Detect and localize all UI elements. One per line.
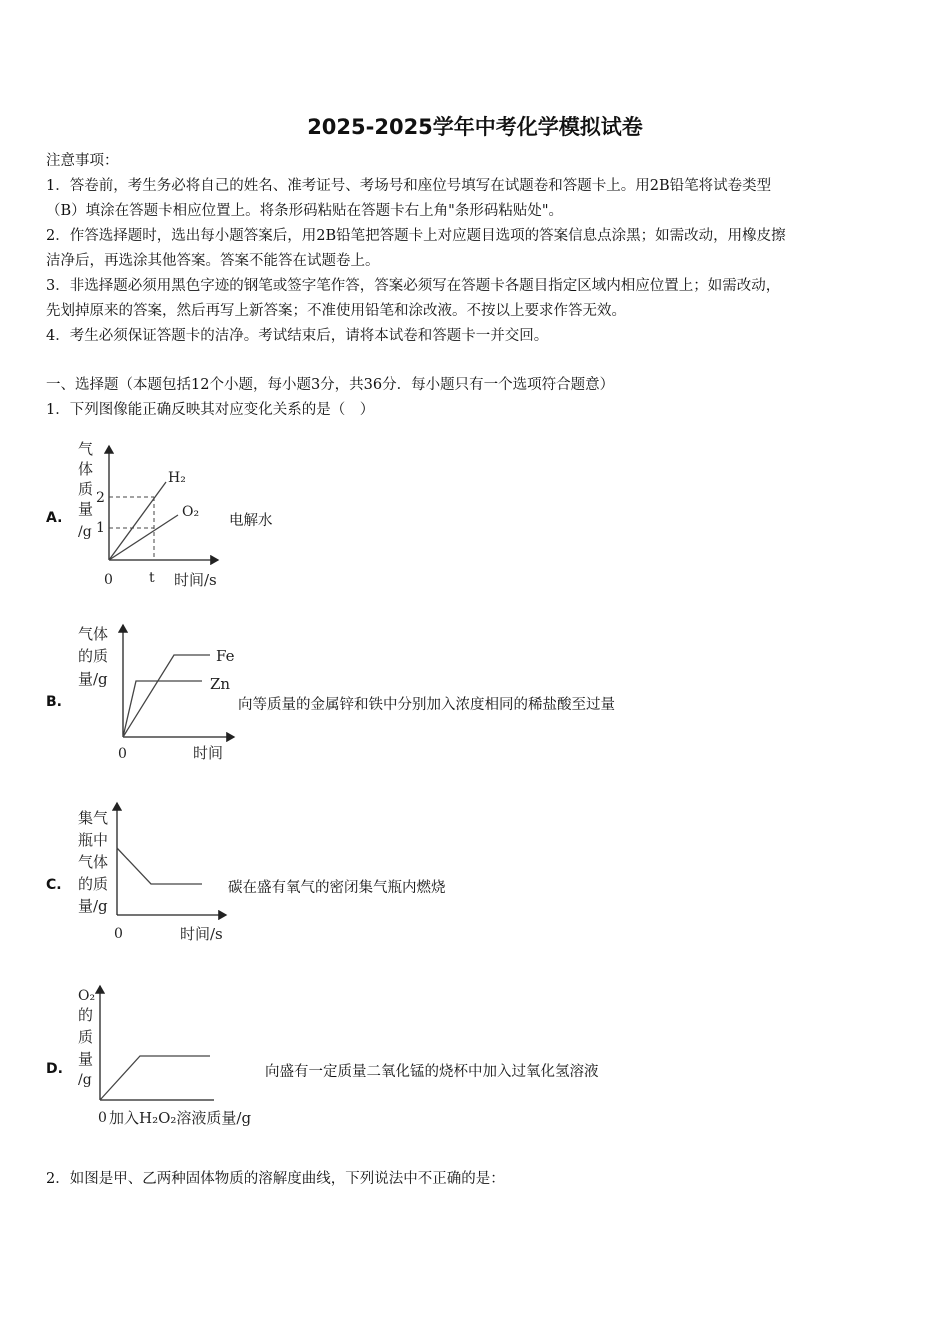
series-fe-line bbox=[123, 655, 210, 737]
graph-a bbox=[70, 432, 230, 592]
question-1-stem: 1．下列图像能正确反映其对应变化关系的是（ ） bbox=[46, 402, 375, 418]
graph-b bbox=[70, 615, 240, 770]
notice-line-6: 先划掉原来的答案，然后再写上新答案；不准使用铅笔和涂改液。不按以上要求作答无效。 bbox=[46, 303, 626, 319]
series-h2-label: H₂ bbox=[168, 470, 186, 486]
y-label-5: 量/g bbox=[78, 897, 108, 915]
notice-line-1: 1．答卷前，考生务必将自己的姓名、准考证号、考场号和座位号填写在试题卷和答题卡上。用2B铅笔将试卷类型 bbox=[46, 178, 772, 194]
x-label: 时间 bbox=[193, 744, 224, 762]
notice-line-3: 2．作答选择题时，选出每小题答案后，用2B铅笔把答题卡上对应题目选项的答案信息点涂黑；如需改动，用橡皮擦 bbox=[46, 228, 786, 244]
y-label-2: 瓶中 bbox=[78, 831, 109, 849]
graph-d bbox=[70, 980, 270, 1135]
page-title: 2025-2025学年中考化学模拟试卷 bbox=[307, 115, 643, 139]
y-label-5: /g bbox=[78, 1072, 92, 1088]
section-heading: 一、选择题（本题包括12个小题，每小题3分，共36分．每小题只有一个选项符合题意） bbox=[46, 377, 615, 393]
origin-label: 0 bbox=[114, 926, 123, 942]
question-2-stem: 2．如图是甲、乙两种固体物质的溶解度曲线，下列说法中不正确的是： bbox=[46, 1171, 505, 1187]
y-tick-2: 2 bbox=[96, 490, 105, 506]
x-label: 时间/s bbox=[174, 571, 217, 589]
series-line bbox=[100, 1056, 210, 1100]
notice-line-4: 洁净后，再选涂其他答案。答案不能答在试题卷上。 bbox=[46, 253, 380, 269]
series-line bbox=[117, 848, 202, 884]
notice-line-7: 4．考生必须保证答题卡的洁净。考试结束后，请将本试卷和答题卡一并交回。 bbox=[46, 328, 549, 344]
series-o2-line bbox=[109, 515, 178, 560]
option-d-desc: 向盛有一定质量二氧化锰的烧杯中加入过氧化氢溶液 bbox=[265, 1064, 599, 1080]
series-fe-label: Fe bbox=[216, 647, 235, 665]
y-label-5: /g bbox=[78, 524, 92, 540]
y-label-1: 气体 bbox=[78, 625, 109, 643]
series-zn-line bbox=[123, 681, 202, 737]
option-a-letter: A. bbox=[46, 510, 63, 526]
option-b-desc: 向等质量的金属锌和铁中分别加入浓度相同的稀盐酸至过量 bbox=[238, 697, 615, 713]
x-label: 加入H₂O₂溶液质量/g bbox=[109, 1109, 252, 1127]
y-label-4: 量 bbox=[78, 500, 94, 518]
option-b-letter: B. bbox=[46, 694, 62, 710]
graph-c bbox=[70, 795, 240, 950]
y-label-4: 量 bbox=[78, 1050, 94, 1068]
option-d-letter: D. bbox=[46, 1061, 63, 1077]
y-label-2: 的质 bbox=[78, 647, 109, 665]
origin-label: 0 bbox=[98, 1110, 107, 1126]
origin-label: 0 bbox=[118, 746, 127, 762]
notice-line-2: （B）填涂在答题卡相应位置上。将条形码粘贴在答题卡右上角"条形码粘贴处"。 bbox=[46, 203, 563, 219]
y-tick-1: 1 bbox=[96, 520, 105, 536]
notice-heading: 注意事项： bbox=[46, 153, 119, 169]
y-label-1: O₂ bbox=[78, 988, 96, 1004]
y-label-3: 量/g bbox=[78, 670, 108, 688]
y-label-1: 气 bbox=[78, 440, 94, 458]
y-label-4: 的质 bbox=[78, 875, 109, 893]
option-a-desc: 电解水 bbox=[229, 513, 273, 529]
option-c-desc: 碳在盛有氧气的密闭集气瓶内燃烧 bbox=[228, 880, 446, 896]
option-c-letter: C. bbox=[46, 877, 62, 893]
x-tick-t: t bbox=[149, 570, 155, 586]
y-label-2: 体 bbox=[78, 460, 94, 478]
series-h2-line bbox=[109, 482, 166, 560]
notice-line-5: 3．非选择题必须用黑色字迹的钢笔或签字笔作答，答案必须写在答题卡各题目指定区域内相应位置上；如需改动， bbox=[46, 278, 781, 294]
series-o2-label: O₂ bbox=[182, 504, 200, 520]
y-label-3: 质 bbox=[78, 1028, 94, 1046]
y-label-3: 气体 bbox=[78, 853, 109, 871]
series-zn-label: Zn bbox=[210, 675, 231, 693]
y-label-1: 集气 bbox=[78, 809, 109, 827]
y-label-2: 的 bbox=[78, 1006, 94, 1024]
y-label-3: 质 bbox=[78, 480, 94, 498]
origin-label: 0 bbox=[104, 572, 113, 588]
x-label: 时间/s bbox=[180, 925, 223, 943]
